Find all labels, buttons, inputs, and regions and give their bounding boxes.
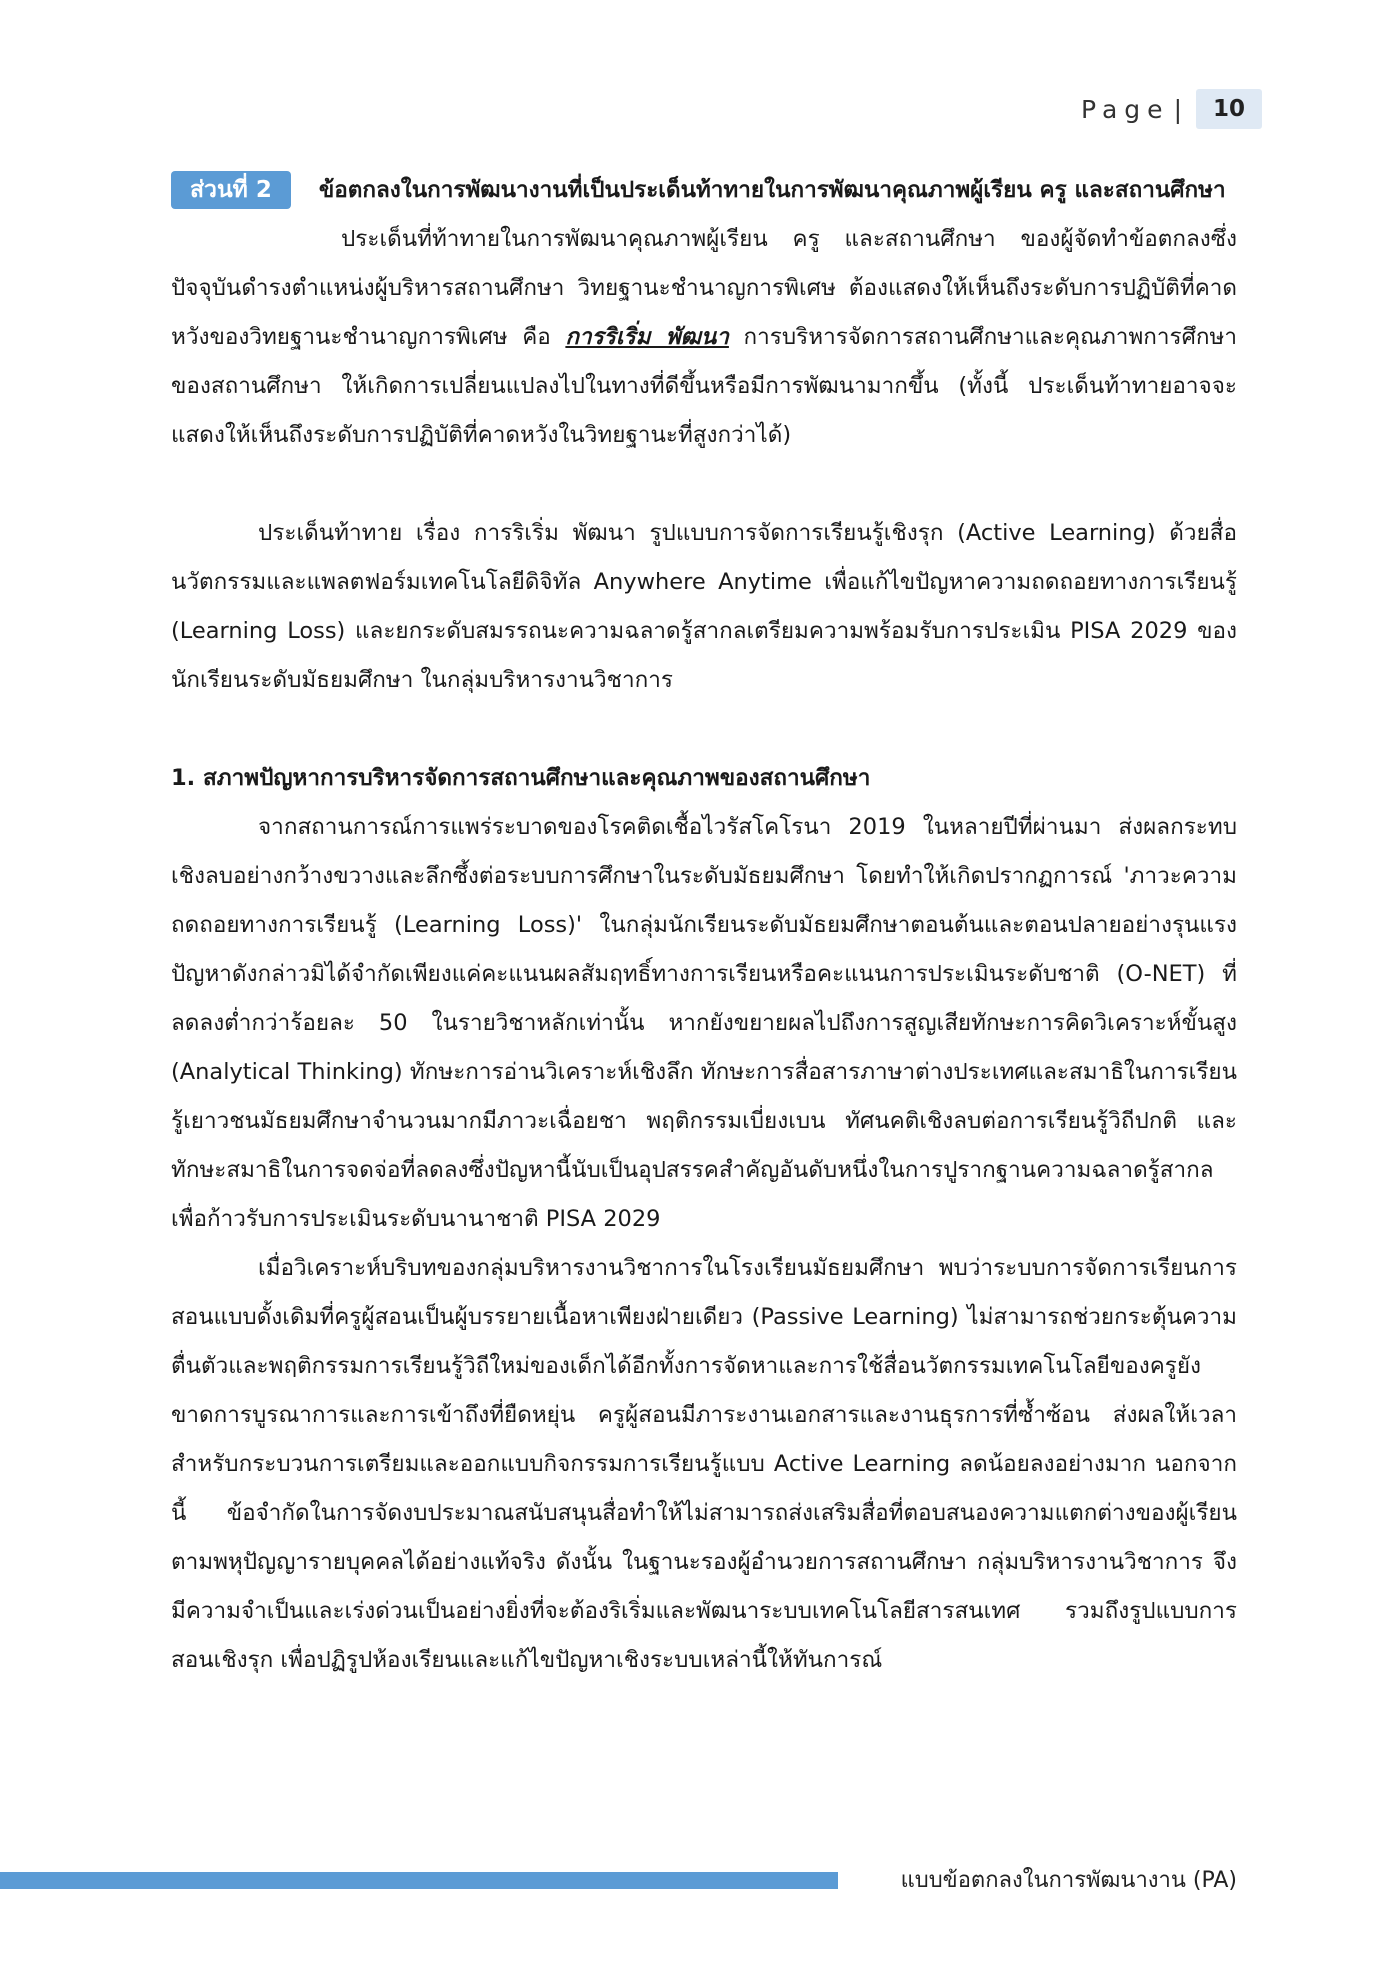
- footer-bar: [0, 1872, 838, 1889]
- intro-text-before: ประเด็นที่ท้าทายในการพัฒนาคุณภาพผู้เรียน ครู และสถานศึกษา ของผู้จัดทำข้อตกลงซึ่งปัจจุบันดำรงตำแหน่งผู้บริหารสถานศึกษา วิทยฐานะชำนาญการพิเศษ ต้องแสดงให้เห็นถึงระดับการปฏิบัติที่คาดหวังของวิทยฐานะชำนาญการพิเศษ คือ: [171, 226, 1237, 350]
- page-separator: |: [1173, 94, 1182, 124]
- section-badge: ส่วนที่ 2: [171, 171, 291, 209]
- page-label: Page: [1081, 94, 1170, 124]
- topic1-heading: 1. สภาพปัญหาการบริหารจัดการสถานศึกษาและคุณภาพของสถานศึกษา: [171, 765, 871, 791]
- footer-text: แบบข้อตกลงในการพัฒนางาน (PA): [900, 1868, 1237, 1893]
- page-number: 10: [1196, 89, 1262, 129]
- topic1-paragraph-1: จากสถานการณ์การแพร่ระบาดของโรคติดเชื้อไวรัสโคโรนา 2019 ในหลายปีที่ผ่านมา ส่งผลกระทบเชิงลบอย่างกว้างขวางและลึกซึ้งต่อระบบการศึกษาในระดับมัธยมศึกษา โดยทำให้เกิดปรากฏการณ์ 'ภาวะความถดถอยทางการเรียนรู้ (Learning Loss)' ในกลุ่มนักเรียนระดับมัธยมศึกษาตอนต้นและตอนปลายอย่างรุนแรง ปัญหาดังกล่าวมิได้จำกัดเพียงแค่คะแนนผลสัมฤทธิ์ทางการเรียนหรือคะแนนการประเมินระดับชาติ (O-NET) ที่ลดลงต่ำกว่าร้อยละ 50 ในรายวิชาหลักเท่านั้น หากยังขยายผลไปถึงการสูญเสียทักษะการคิดวิเคราะห์ขั้นสูง (Analytical Thinking) ทักษะการอ่านวิเคราะห์เชิงลึก ทักษะการสื่อสารภาษาต่างประเทศและสมาธิในการเรียนรู้เยาวชนมัธยมศึกษาจำนวนมากมีภาวะเฉื่อยชา พฤติกรรมเบี่ยงเบน ทัศนคติเชิงลบต่อการเรียนรู้วิถีปกติ และทักษะสมาธิในการจดจ่อที่ลดลงซึ่งปัญหานี้นับเป็นอุปสรรคสำคัญอันดับหนึ่งในการปูรากฐานความฉลาดรู้สากลเพื่อก้าวรับการประเมินระดับนานาชาติ PISA 2029: [171, 814, 1237, 1232]
- challenge-paragraph: ประเด็นท้าทาย เรื่อง การริเริ่ม พัฒนา รูปแบบการจัดการเรียนรู้เชิงรุก (Active Learning) ด้วยสื่อนวัตกรรมและแพลตฟอร์มเทคโนโลยีดิจิทัล Anywhere Anytime เพื่อแก้ไขปัญหาความถดถอยทางการเรียนรู้ (Learning Loss) และยกระดับสมรรถนะความฉลาดรู้สากลเตรียมความพร้อมรับการประเมิน PISA 2029 ของนักเรียนระดับมัธยมศึกษา ในกลุ่มบริหารงานวิชาการ: [171, 520, 1237, 693]
- section-title: ข้อตกลงในการพัฒนางานที่เป็นประเด็นท้าทายในการพัฒนาคุณภาพผู้เรียน ครู และสถานศึกษา: [318, 177, 1226, 203]
- intro-emphasis: การริเริ่ม พัฒนา: [565, 324, 729, 350]
- section-heading: [171, 166, 1237, 215]
- intro-paragraph: [171, 215, 1237, 460]
- topic1-paragraph-2: เมื่อวิเคราะห์บริบทของกลุ่มบริหารงานวิชาการในโรงเรียนมัธยมศึกษา พบว่าระบบการจัดการเรียนการสอนแบบดั้งเดิมที่ครูผู้สอนเป็นผู้บรรยายเนื้อหาเพียงฝ่ายเดียว (Passive Learning) ไม่สามารถช่วยกระตุ้นความตื่นตัวและพฤติกรรมการเรียนรู้วิถีใหม่ของเด็กได้อีกทั้งการจัดหาและการใช้สื่อนวัตกรรมเทคโนโลยีของครูยังขาดการบูรณาการและการเข้าถึงที่ยืดหยุ่น ครูผู้สอนมีภาระงานเอกสารและงานธุรการที่ซ้ำซ้อน ส่งผลให้เวลาสำหรับกระบวนการเตรียมและออกแบบกิจกรรมการเรียนรู้แบบ Active Learning ลดน้อยลงอย่างมาก นอกจากนี้ ข้อจำกัดในการจัดงบประมาณสนับสนุนสื่อทำให้ไม่สามารถส่งเสริมสื่อที่ตอบสนองความแตกต่างของผู้เรียนตามพหุปัญญารายบุคคลได้อย่างแท้จริง ดังนั้น ในฐานะรองผู้อำนวยการสถานศึกษา กลุ่มบริหารงานวิชาการ จึงมีความจำเป็นและเร่งด่วนเป็นอย่างยิ่งที่จะต้องริเริ่มและพัฒนาระบบเทคโนโลยีสารสนเทศ รวมถึงรูปแบบการสอนเชิงรุก เพื่อปฏิรูปห้องเรียนและแก้ไขปัญหาเชิงระบบเหล่านี้ให้ทันการณ์: [171, 1255, 1237, 1673]
- page-header: [1081, 88, 1262, 130]
- document-body: [171, 166, 1237, 1685]
- intro-text-after: การบริหารจัดการสถานศึกษาและคุณภาพการศึกษาของสถานศึกษา ให้เกิดการเปลี่ยนแปลงไปในทางที่ดีขึ้นหรือมีการพัฒนามากขึ้น (ทั้งนี้ ประเด็นท้าทายอาจจะแสดงให้เห็นถึงระดับการปฏิบัติที่คาดหวังในวิทยฐานะที่สูงกว่าได้): [171, 324, 1237, 448]
